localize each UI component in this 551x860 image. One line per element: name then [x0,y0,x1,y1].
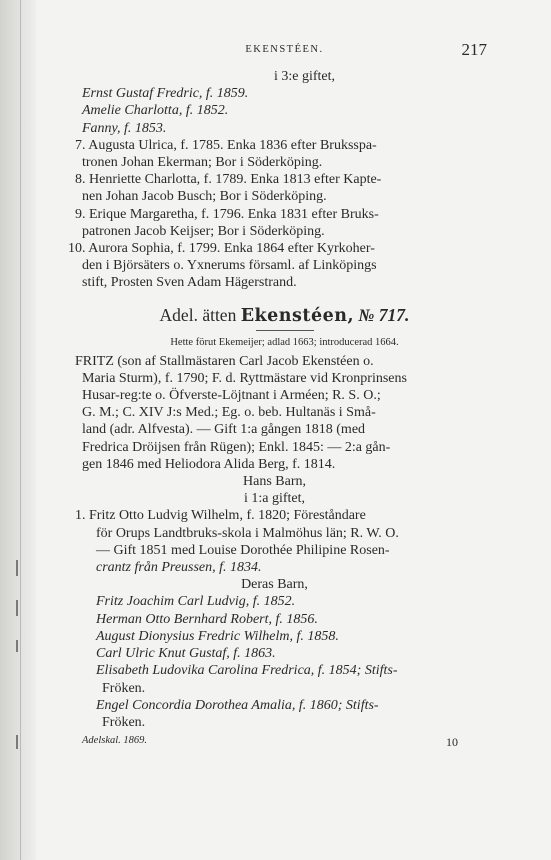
entry-continuation: Fröken. [102,680,146,696]
entry-continuation: patronen Jacob Keijser; Bor i Söderköping. [82,223,325,239]
grandchild-entry: Carl Ulric Knut Gustaf, f. 1863. [96,646,276,662]
running-head-title: EKENSTÉEN. [245,44,324,55]
daughter-entry-9: 9. Erique Margaretha, f. 1796. Enka 1831 efter Bruks- [75,206,379,222]
children-subheading: Hans Barn, [243,474,306,490]
heading-rule [256,330,314,331]
entry-continuation: stift, Prosten Sven Adam Hägerstrand. [82,275,297,291]
entry-continuation: crantz från Preussen, f. 1834. [96,560,262,576]
running-head [82,40,487,62]
grandchild-entry: August Dionysius Fredric Wilhelm, f. 1858. [96,628,339,644]
first-marriage-subheading: i 1:a giftet, [243,491,306,507]
section-ekensteen [75,353,487,731]
son-entry-1: 1. Fritz Otto Ludvig Wilhelm, f. 1820; Föreståndare [75,508,366,524]
gutter-edge [20,0,21,860]
entry-continuation: land (adr. Alfvesta). — Gift 1:a gången 1818 (med [82,422,366,438]
entry-continuation: Fredrica Dröijsen från Rügen); Enkl. 1845: — 2:a gån- [82,439,391,455]
family-number: № 717. [358,304,410,325]
page-number: 217 [461,40,487,59]
heading-prefix: Adel. ätten [159,304,237,325]
entry-continuation: Maria Sturm), f. 1790; F. d. Ryttmästare vid Kronprinsens [82,370,407,386]
signature-number: 10 [446,735,458,750]
subheading-third-marriage: i 3:e giftet, [273,69,336,84]
heading-note: Hette förut Ekemeijer; adlad 1663; introducerad 1664. [170,336,399,348]
grandchild-entry: Elisabeth Ludovika Carolina Fredrica, f. 1854; Stifts- [96,663,398,679]
entry-continuation: Fröken. [102,714,146,730]
margin-mark [16,735,18,749]
daughter-entry-10: 10. Aurora Sophia, f. 1799. Enka 1864 efter Kyrkoher- [68,241,375,257]
family-name: Ekenstéen, [240,305,355,326]
entry-continuation: G. M.; C. XIV J:s Med.; Eg. o. beb. Hultanäs i Små- [82,405,376,421]
grandchildren-subheading: Deras Barn, [241,577,308,593]
grandchild-entry: Fritz Joachim Carl Ludvig, f. 1852. [96,594,296,610]
margin-mark [16,640,18,652]
child-entry: Amelie Charlotta, f. 1852. [82,103,229,119]
book-gutter [0,0,36,860]
child-entry: Ernst Gustaf Fredric, f. 1859. [82,86,249,102]
head-of-family-entry: FRITZ (son af Stallmästaren Carl Jacob Ekenstéen o. [75,353,374,369]
grandchild-entry: Herman Otto Bernhard Robert, f. 1856. [96,611,318,627]
signature-mark: Adelskal. 1869. [82,735,148,747]
child-entry: Fanny, f. 1853. [82,120,167,136]
daughter-entry-8: 8. Henriette Charlotta, f. 1789. Enka 1813 efter Kapte- [75,172,382,188]
daughter-entry-7: 7. Augusta Ulrica, f. 1785. Enka 1836 efter Bruksspa- [75,137,377,153]
entry-continuation: Husar-reg:te o. Öfverste-Löjtnant i Arméen; R. S. O.; [82,388,381,404]
page-content [68,40,487,755]
entry-continuation: den i Björsäters o. Yxnerums församl. af Linköpings [82,258,377,274]
entry-continuation: gen 1846 med Heliodora Alida Berg, f. 1814. [82,456,336,472]
entry-continuation: — Gift 1851 med Louise Dorothée Philipine Rosen- [96,542,390,558]
section-continuation [68,68,487,292]
entry-continuation: nen Johan Jacob Busch; Bor i Söderköping. [82,189,327,205]
margin-mark [16,560,18,576]
entry-continuation: för Orups Landtbruks-skola i Malmöhus län; R. W. O. [96,525,399,541]
family-heading [82,302,487,329]
grandchild-entry: Engel Concordia Dorothea Amalia, f. 1860; Stifts- [96,697,379,713]
entry-continuation: tronen Johan Ekerman; Bor i Söderköping. [82,155,323,171]
page-footer [82,735,487,755]
margin-mark [16,600,18,616]
